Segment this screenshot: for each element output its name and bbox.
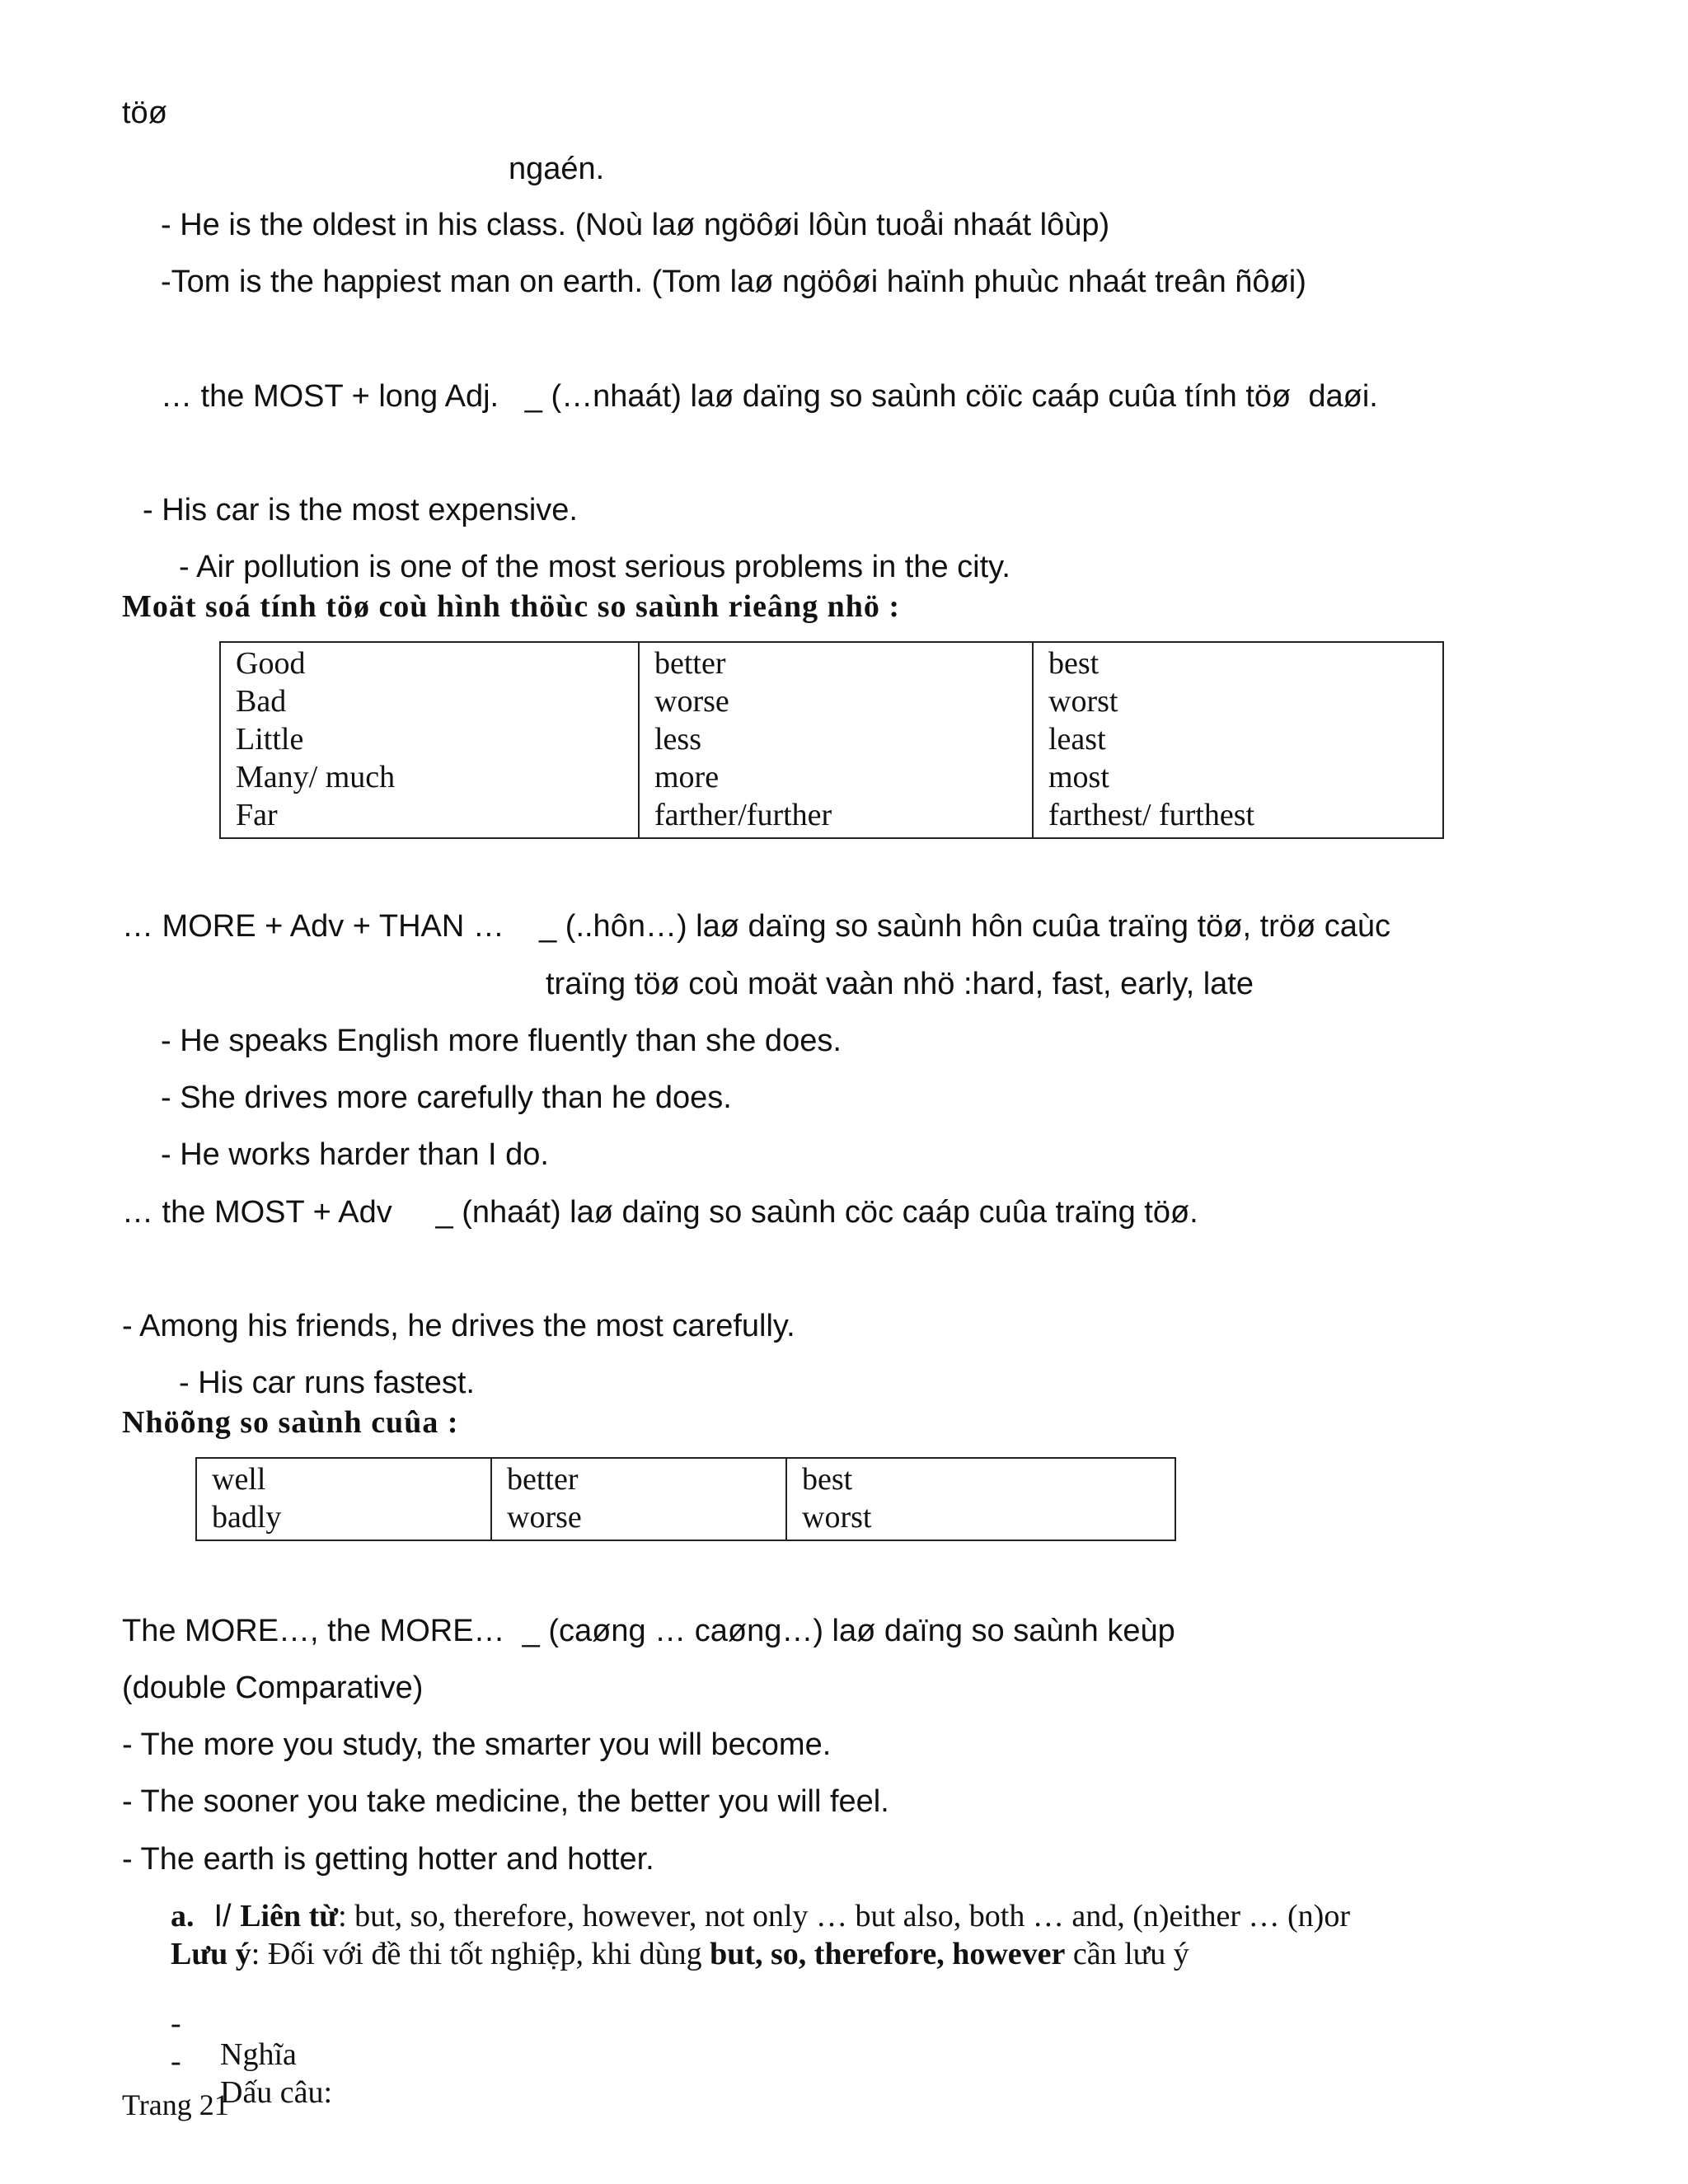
note-end: cần lưu ý (1065, 1937, 1189, 1971)
list-item (171, 1976, 665, 2072)
table-cell: Little (236, 722, 304, 757)
text-line: töø (122, 96, 167, 130)
table-cell: better (507, 1462, 579, 1497)
rule-line: … the MOST + Adv _ (nhaát) laø daïng so saùnh cöc caáp cuûa traïng töø. (122, 1195, 1198, 1230)
irregular-comparison-table (219, 641, 1444, 839)
note-line (171, 1938, 1189, 1970)
table-column (786, 1458, 1175, 1540)
page-footer: Trang 21 (122, 2088, 229, 2121)
table-cell: more (654, 760, 720, 794)
example-sentence: - Air pollution is one of the most serious problems in the city. (179, 550, 1010, 584)
table-cell: best (802, 1462, 853, 1497)
note-label: Lưu ý (171, 1937, 251, 1971)
section-heading: Moät soá tính töø coù hình thöùc so saùnh rieâng nhö : (122, 589, 901, 624)
example-sentence: - Among his friends, he drives the most carefully. (122, 1309, 795, 1343)
table-cell: farther/further (654, 798, 832, 832)
example-sentence: - He works harder than I do. (161, 1137, 549, 1172)
table-column (639, 642, 1033, 838)
example-sentence: - His car runs fastest. (179, 1366, 475, 1400)
bullet-dash: - (171, 2006, 181, 2041)
table-cell: well (212, 1462, 266, 1497)
list-marker: a. (171, 1899, 195, 1933)
table-column (196, 1458, 491, 1540)
example-sentence: - He speaks English more fluently than she does. (161, 1024, 842, 1058)
table-cell: badly (212, 1500, 282, 1535)
heading-prefix: I/ (213, 1899, 241, 1933)
note-text: : Đối với đề thi tốt nghiệp, khi dùng (251, 1937, 710, 1971)
list-item-text: Nghĩa (220, 2037, 297, 2072)
rule-line: traïng töø coù moät vaàn nhö :hard, fast, early, late (546, 967, 1254, 1001)
heading-bold: Liên từ (240, 1899, 339, 1933)
adverb-comparison-table (195, 1457, 1176, 1541)
table-cell: worst (1048, 684, 1118, 719)
table-column (220, 642, 639, 838)
table-cell: least (1048, 722, 1106, 757)
table-cell: Many/ much (236, 760, 396, 794)
example-sentence: - She drives more carefully than he does. (161, 1080, 732, 1115)
table-column (491, 1458, 786, 1540)
example-sentence: - His car is the most expensive. (143, 493, 578, 527)
heading-rest: : but, so, therefore, however, not only … but also, both … and, (n)either … (n)or (338, 1899, 1350, 1933)
table-cell: better (654, 646, 726, 681)
note-bold: but, so, therefore, however (710, 1937, 1066, 1971)
table-cell: worse (507, 1500, 582, 1535)
example-sentence: - He is the oldest in his class. (Noù laø ngöôøi lôùn tuoåi nhaát lôùp) (161, 208, 1110, 242)
table-cell: worst (802, 1500, 872, 1535)
example-sentence: - The earth is getting hotter and hotter. (122, 1842, 654, 1877)
list-item-text: Dấu câu: (220, 2075, 333, 2110)
rule-line: (double Comparative) (122, 1671, 424, 1705)
bullet-dash: - (171, 2044, 181, 2079)
rule-line: … MORE + Adv + THAN … _ (..hôn…) laø daïng so saùnh hôn cuûa traïng töø, tröø caùc (122, 909, 1390, 944)
rule-line: The MORE…, the MORE… _ (caøng … caøng…) laø daïng so saùnh keùp (122, 1614, 1175, 1648)
example-sentence: -Tom is the happiest man on earth. (Tom laø ngöôøi haïnh phuùc nhaát treân ñôøi) (161, 265, 1306, 299)
section-heading: Nhöõng so saùnh cuûa : (122, 1405, 459, 1440)
table-cell: worse (654, 684, 729, 719)
table-cell: Good (236, 646, 306, 681)
table-cell: best (1048, 646, 1100, 681)
example-sentence: - The sooner you take medicine, the better you will feel. (122, 1784, 889, 1819)
table-cell: Bad (236, 684, 287, 719)
table-cell: most (1048, 760, 1109, 794)
example-sentence: - The more you study, the smarter you will become. (122, 1727, 832, 1762)
conjunction-heading (171, 1900, 1350, 1932)
table-cell: farthest/ furthest (1048, 798, 1255, 832)
table-cell: less (654, 722, 701, 757)
text-line: ngaén. (509, 152, 605, 186)
table-cell: Far (236, 798, 278, 832)
rule-line: … the MOST + long Adj. _ (…nhaát) laø daïng so saùnh cöïc caáp cuûa tính töø daøi. (161, 379, 1378, 414)
table-column (1033, 642, 1443, 838)
